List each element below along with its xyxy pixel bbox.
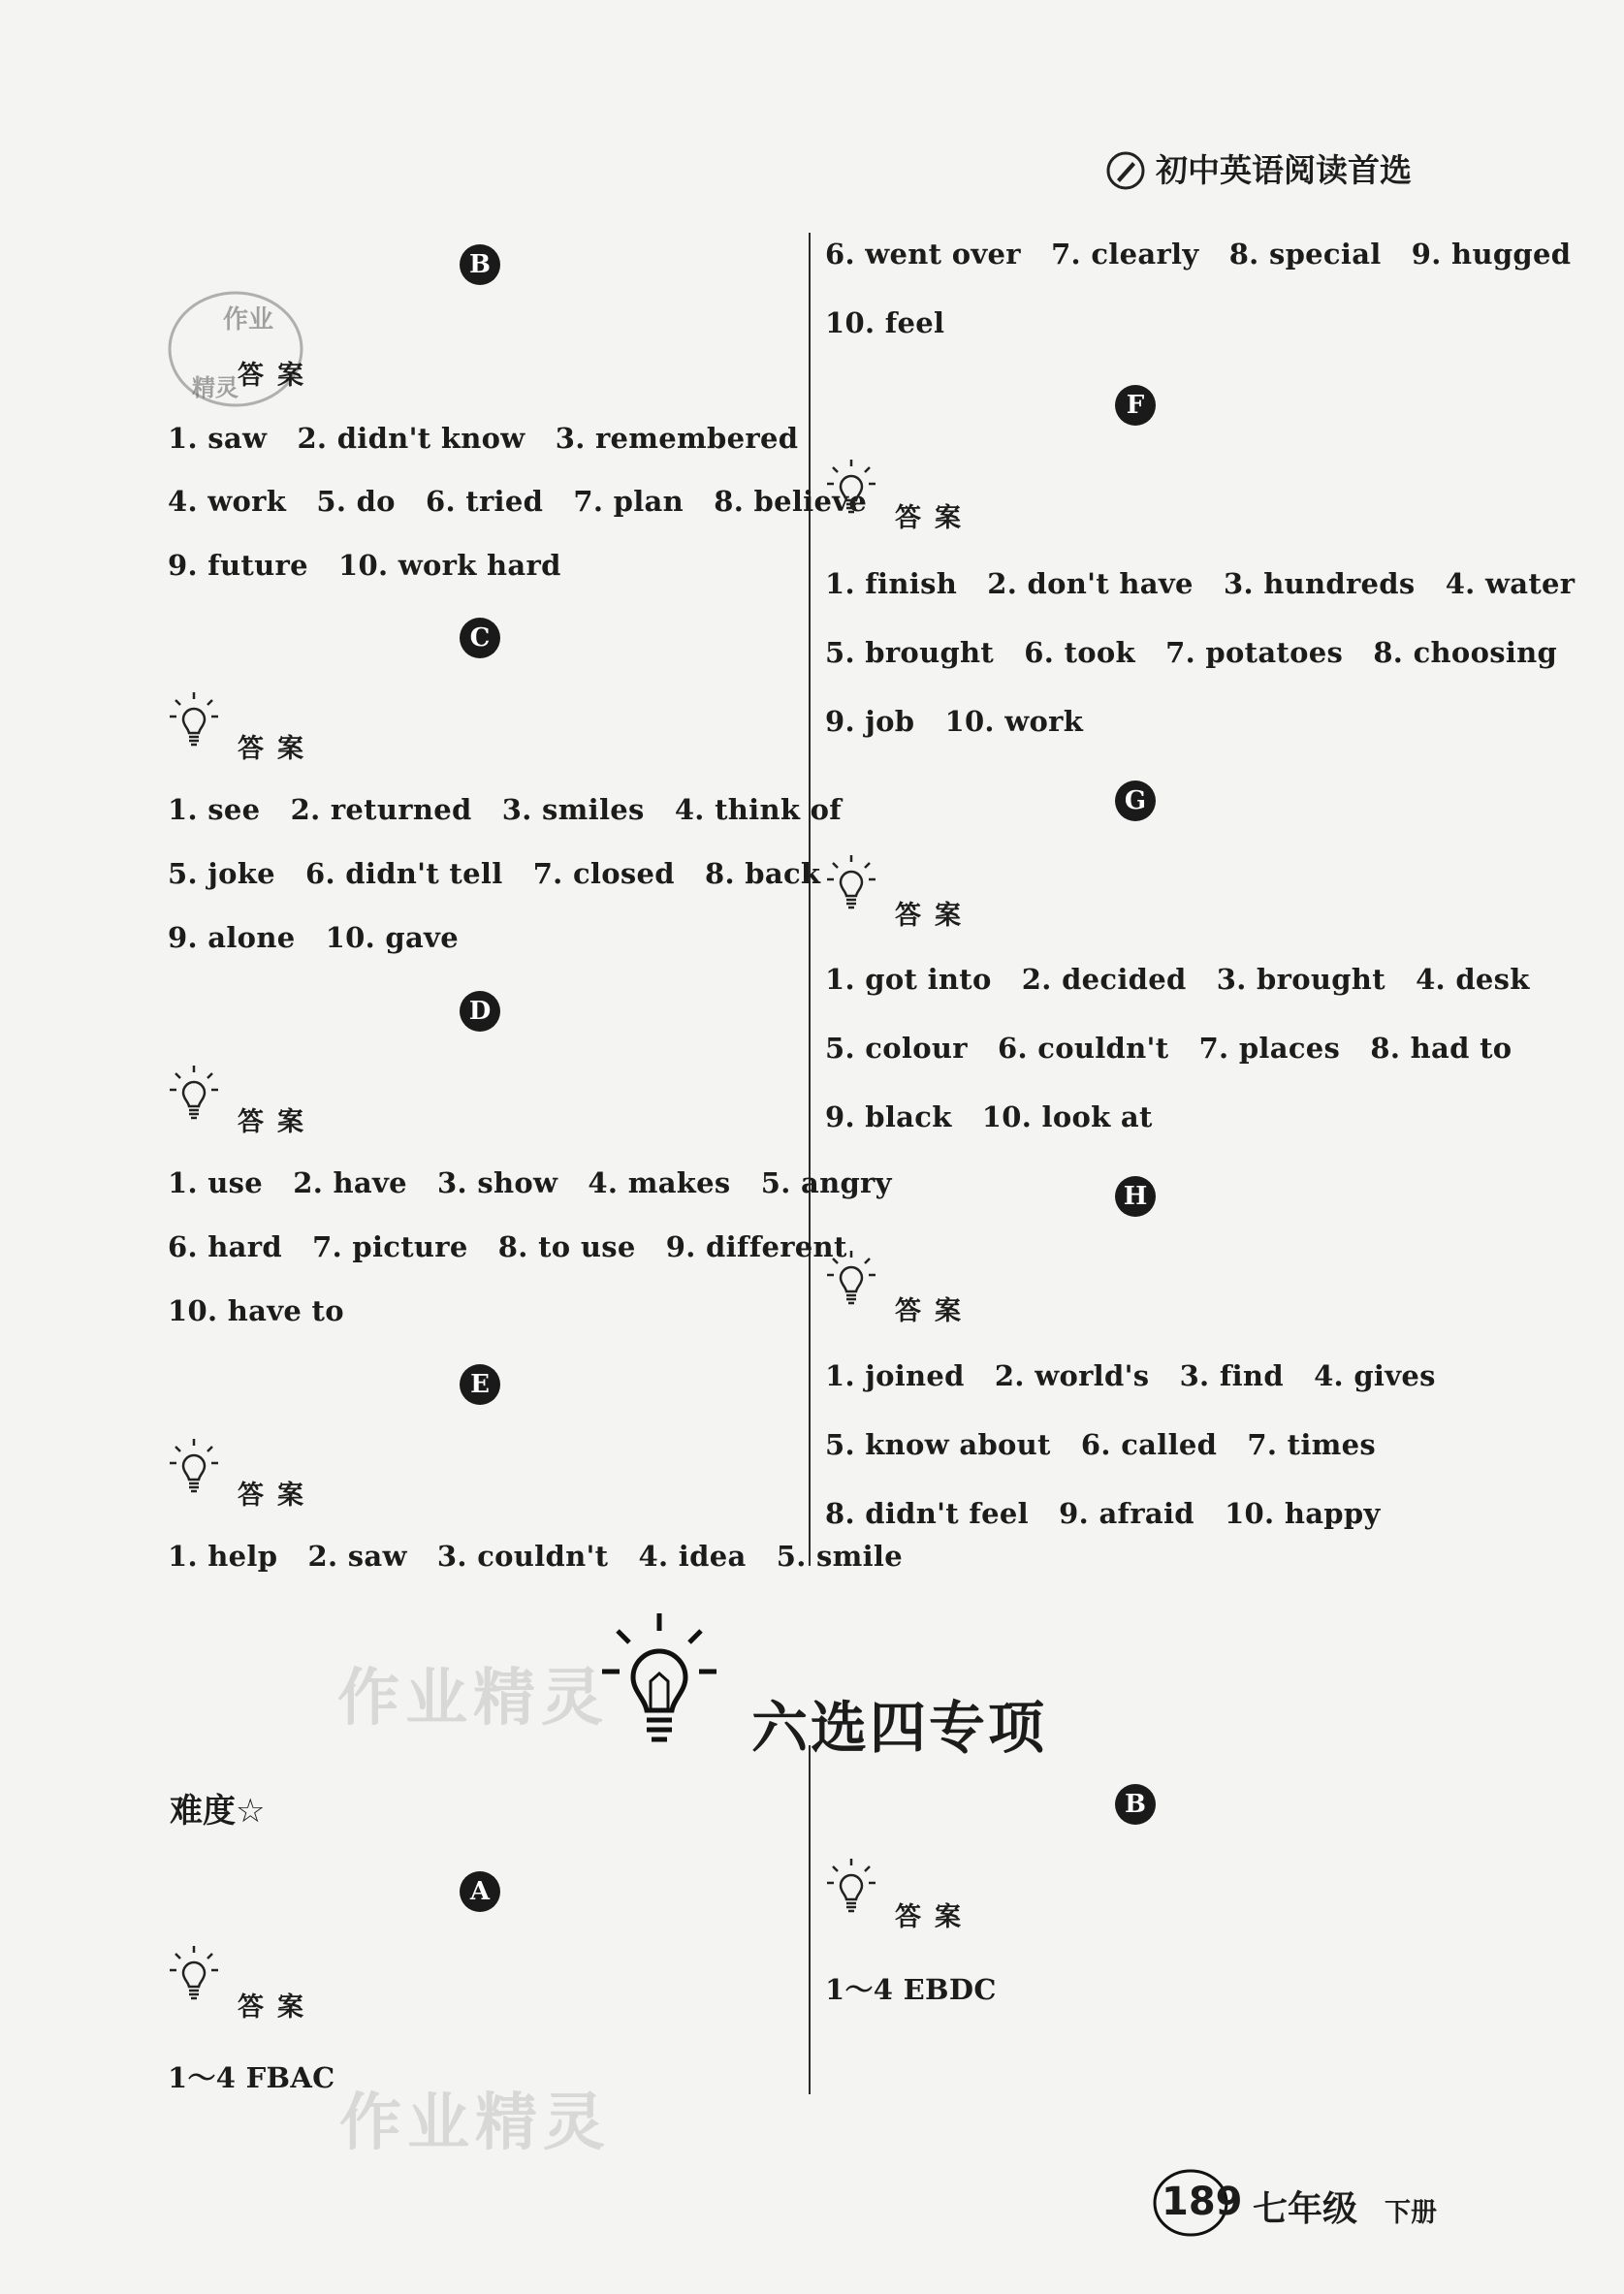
lightbulb-icon: [825, 1249, 877, 1309]
difficulty-label: 难度☆: [170, 1792, 266, 1831]
lightbulb-icon: [168, 690, 220, 750]
header-pen-icon: [1105, 150, 1146, 191]
answer-label: 答案: [895, 901, 974, 931]
column-divider-bottom: [809, 1745, 811, 2094]
section-letter-e: E: [460, 1364, 500, 1405]
answer-label: 答案: [895, 1902, 974, 1932]
section-title: 六选四专项: [751, 1695, 1048, 1761]
section-letter-a: A: [460, 1871, 500, 1912]
stamp-watermark-icon: [163, 281, 308, 417]
answer-line: 1. joined 2. world's 3. find 4. gives: [825, 1359, 1436, 1392]
answer-line: 5. brought 6. took 7. potatoes 8. choosing: [825, 636, 1558, 669]
answer-line: 8. didn't feel 9. afraid 10. happy: [825, 1497, 1381, 1530]
answer-line: 1. finish 2. don't have 3. hundreds 4. water: [825, 567, 1576, 600]
answer-line: 1. got into 2. decided 3. brought 4. desk: [825, 963, 1530, 996]
lightbulb-icon: [168, 1064, 220, 1124]
answer-line: 10. have to: [168, 1294, 344, 1327]
section-letter-h: H: [1115, 1176, 1156, 1217]
answer-line: 5. colour 6. couldn't 7. places 8. had to: [825, 1032, 1513, 1065]
column-divider-top: [809, 233, 811, 1566]
section-letter-f: F: [1115, 385, 1156, 426]
answer-line: 1～4 FBAC: [168, 2061, 335, 2094]
answer-line: 1. use 2. have 3. show 4. makes 5. angry: [168, 1166, 892, 1199]
answer-label: 答案: [895, 503, 974, 533]
answer-line: 1～4 EBDC: [825, 1973, 997, 2006]
section-letter-g: G: [1115, 781, 1156, 821]
lightbulb-icon: [825, 458, 877, 518]
section-letter-b: B: [1115, 1784, 1156, 1825]
answer-label: 答案: [238, 734, 317, 764]
answer-line: 10. feel: [825, 306, 945, 339]
answer-label: 答案: [238, 361, 317, 391]
answer-line: 9. black 10. look at: [825, 1100, 1153, 1133]
answer-line: 1. see 2. returned 3. smiles 4. think of: [168, 793, 843, 826]
watermark-text: 作业精灵: [339, 2087, 611, 2159]
svg-text:作业: 作业: [223, 305, 274, 335]
page-number: 189: [1162, 2180, 1243, 2224]
section-letter-d: D: [460, 991, 500, 1032]
section-letter-b: B: [460, 244, 500, 285]
svg-text:精灵: 精灵: [192, 374, 239, 401]
answer-label: 答案: [238, 1992, 317, 2023]
answer-line: 6. hard 7. picture 8. to use 9. different: [168, 1230, 847, 1263]
answer-label: 答案: [238, 1481, 317, 1511]
answer-line: 9. job 10. work: [825, 705, 1084, 738]
section-letter-c: C: [460, 618, 500, 658]
answer-label: 答案: [895, 1296, 974, 1326]
lightbulb-icon: [825, 1857, 877, 1917]
answer-line: 1. saw 2. didn't know 3. remembered: [168, 422, 799, 455]
answer-line: 1. help 2. saw 3. couldn't 4. idea 5. smile: [168, 1540, 903, 1573]
answer-line: 9. alone 10. gave: [168, 921, 459, 954]
volume-label: 下册: [1385, 2198, 1437, 2228]
large-lightbulb-icon: [596, 1609, 722, 1755]
answer-line: 5. joke 6. didn't tell 7. closed 8. back: [168, 857, 821, 890]
answer-line: 4. work 5. do 6. tried 7. plan 8. believe: [168, 485, 868, 518]
lightbulb-icon: [825, 853, 877, 913]
answer-line: 5. know about 6. called 7. times: [825, 1428, 1377, 1461]
answer-line: 9. future 10. work hard: [168, 549, 561, 582]
lightbulb-icon: [168, 1437, 220, 1497]
watermark-text: 作业精灵: [337, 1663, 609, 1735]
answer-label: 答案: [238, 1107, 317, 1137]
lightbulb-icon: [168, 1944, 220, 2004]
header-title: 初中英语阅读首选: [1156, 151, 1412, 189]
grade-label: 七年级: [1253, 2189, 1358, 2229]
answer-line: 6. went over 7. clearly 8. special 9. hugged: [825, 238, 1572, 271]
